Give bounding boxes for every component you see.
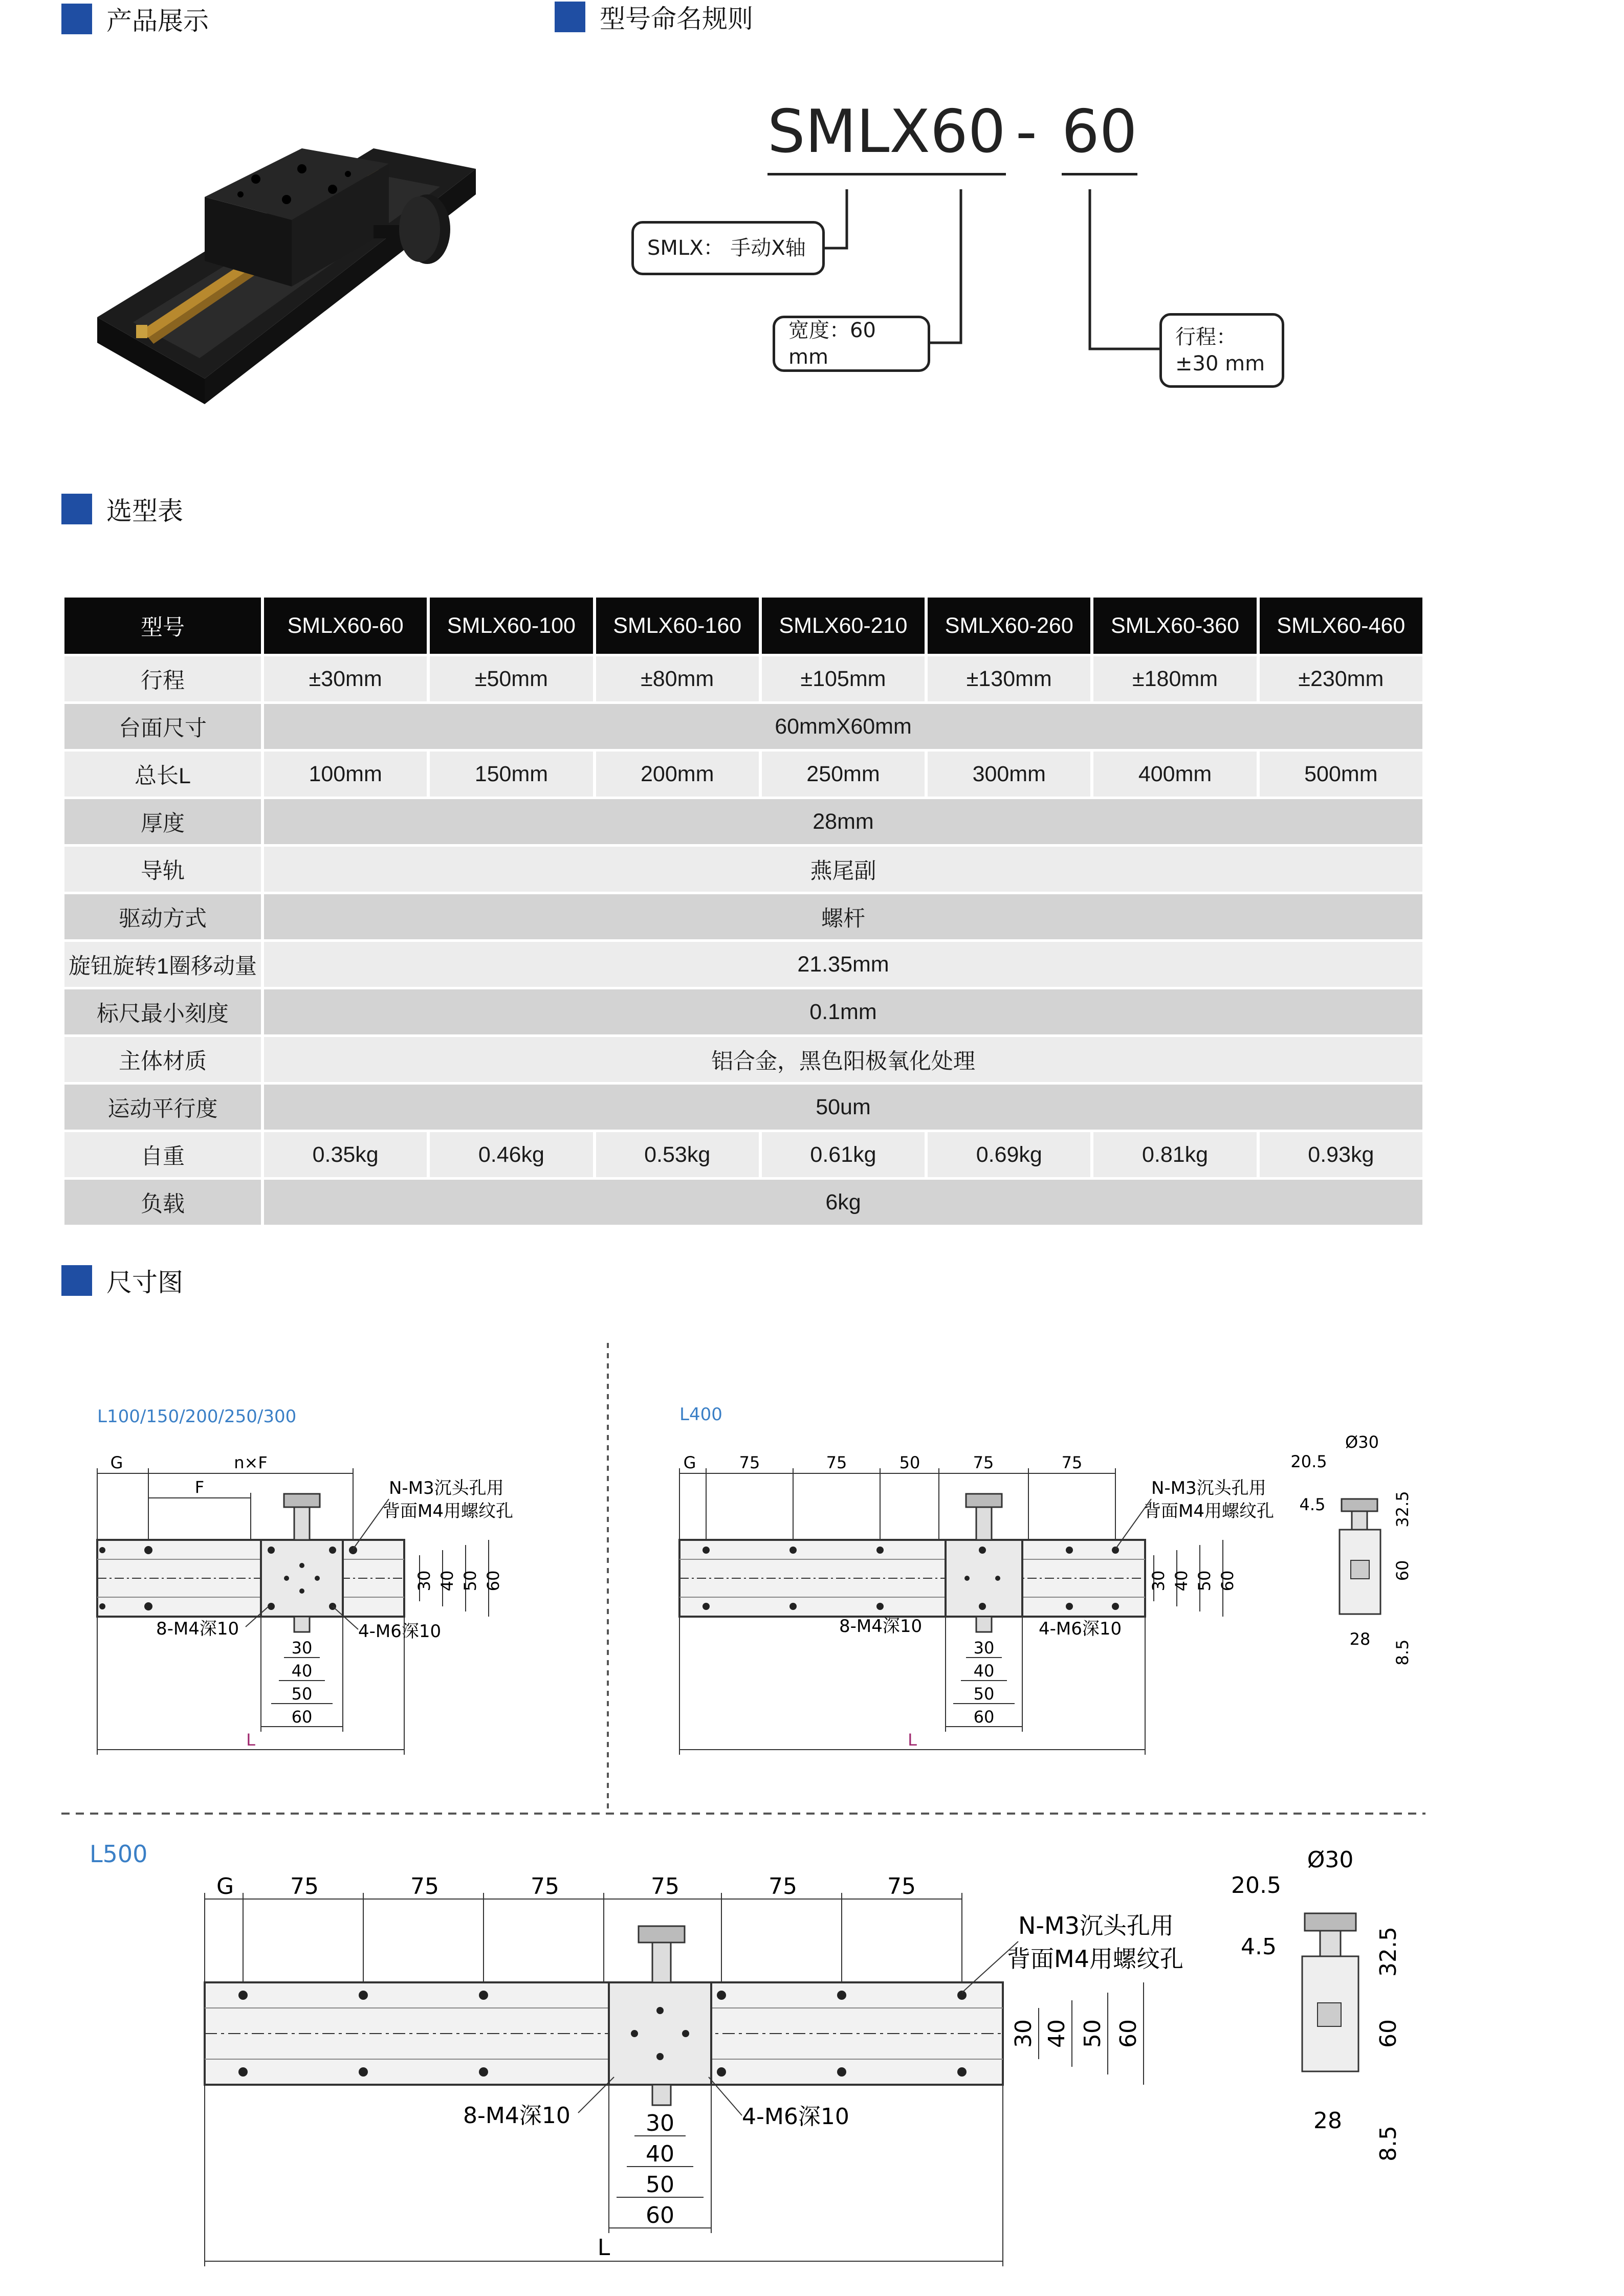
row-label: 行程 xyxy=(64,656,261,701)
drawing-l100-300 xyxy=(97,1406,513,1755)
svg-text:28: 28 xyxy=(1349,1629,1371,1649)
callout-series: SMLX： 手动X轴 xyxy=(631,221,825,275)
table-cell-merged: 28mm xyxy=(264,799,1422,844)
selection-table xyxy=(61,595,1425,1227)
svg-text:G: G xyxy=(683,1453,696,1472)
table-row xyxy=(64,1085,1422,1130)
svg-text:32.5: 32.5 xyxy=(1375,1927,1401,1977)
svg-text:75: 75 xyxy=(739,1453,760,1472)
row-label: 负载 xyxy=(64,1180,261,1225)
svg-text:L: L xyxy=(246,1730,255,1750)
svg-text:75: 75 xyxy=(769,1873,797,1900)
dimension-drawings xyxy=(0,1330,1624,2296)
svg-text:背面M4用螺纹孔: 背面M4用螺纹孔 xyxy=(1007,1945,1183,1973)
table-cell: ±230mm xyxy=(1260,656,1422,701)
row-label: 导轨 xyxy=(64,847,261,892)
svg-text:8.5: 8.5 xyxy=(1375,2126,1401,2161)
table-cell: ±130mm xyxy=(928,656,1090,701)
svg-text:75: 75 xyxy=(887,1873,916,1900)
table-cell-merged: 21.35mm xyxy=(264,942,1422,987)
svg-text:L: L xyxy=(908,1730,917,1750)
svg-text:60: 60 xyxy=(291,1707,313,1727)
svg-text:40: 40 xyxy=(1044,2019,1070,2048)
table-cell: 400mm xyxy=(1093,752,1256,797)
svg-text:4.5: 4.5 xyxy=(1241,1934,1277,1960)
table-row xyxy=(64,942,1422,987)
table-cell-merged: 60mmX60mm xyxy=(264,704,1422,749)
svg-text:40: 40 xyxy=(1172,1570,1191,1592)
svg-text:F: F xyxy=(194,1477,205,1497)
svg-text:30: 30 xyxy=(1011,2019,1037,2048)
svg-text:50: 50 xyxy=(460,1570,480,1592)
table-cell: ±30mm xyxy=(264,656,427,701)
drawing-l400 xyxy=(679,1404,1412,1755)
row-label: 厚度 xyxy=(64,799,261,844)
section-title: 尺寸图 xyxy=(106,1268,183,1297)
table-header-row xyxy=(64,598,1422,654)
section-marker xyxy=(61,494,92,524)
row-label: 驱动方式 xyxy=(64,894,261,939)
svg-text:60: 60 xyxy=(1375,2019,1401,2048)
section-marker xyxy=(61,1265,92,1296)
section-marker xyxy=(555,2,585,32)
table-cell: 150mm xyxy=(430,752,592,797)
table-row xyxy=(64,656,1422,701)
row-label: 台面尺寸 xyxy=(64,704,261,749)
table-row xyxy=(64,752,1422,797)
svg-text:G: G xyxy=(216,1873,234,1900)
svg-text:60: 60 xyxy=(1115,2019,1142,2048)
svg-text:N-M3沉头孔用: N-M3沉头孔用 xyxy=(389,1478,504,1498)
svg-text:75: 75 xyxy=(410,1873,439,1900)
table-cell-merged: 6kg xyxy=(264,1180,1422,1225)
table-cell: 0.69kg xyxy=(928,1132,1090,1177)
svg-text:60: 60 xyxy=(484,1570,503,1592)
svg-text:30: 30 xyxy=(973,1638,995,1658)
svg-text:75: 75 xyxy=(826,1453,847,1472)
svg-text:50: 50 xyxy=(899,1453,920,1472)
table-row xyxy=(64,799,1422,844)
table-row xyxy=(64,894,1422,939)
svg-text:30: 30 xyxy=(1149,1570,1168,1592)
svg-text:60: 60 xyxy=(646,2202,674,2228)
table-cell-merged: 燕尾副 xyxy=(264,847,1422,892)
product-image xyxy=(87,92,496,420)
table-header-cell: SMLX60-460 xyxy=(1260,598,1422,654)
table-row xyxy=(64,1180,1422,1225)
table-header-cell: SMLX60-60 xyxy=(264,598,427,654)
table-cell-merged: 0.1mm xyxy=(264,989,1422,1034)
svg-text:背面M4用螺纹孔: 背面M4用螺纹孔 xyxy=(1144,1501,1274,1521)
svg-text:75: 75 xyxy=(531,1873,559,1900)
table-cell: 0.81kg xyxy=(1093,1132,1256,1177)
section-heading-dimensions xyxy=(61,1264,183,1297)
svg-text:n×F: n×F xyxy=(234,1453,268,1472)
svg-text:L: L xyxy=(597,2235,610,2261)
callout-width: 宽度：60 mm xyxy=(773,316,930,372)
section-title: 型号命名规则 xyxy=(600,5,753,33)
svg-text:50: 50 xyxy=(291,1684,313,1704)
svg-text:40: 40 xyxy=(646,2141,674,2167)
section-title: 产品展示 xyxy=(106,7,209,35)
code-dash: - xyxy=(1016,97,1037,166)
svg-text:Ø30: Ø30 xyxy=(1345,1432,1379,1452)
table-cell: 200mm xyxy=(596,752,759,797)
svg-text:L500: L500 xyxy=(90,1840,148,1868)
table-cell: 500mm xyxy=(1260,752,1422,797)
svg-text:4-M6深10: 4-M6深10 xyxy=(742,2104,849,2130)
svg-text:60: 60 xyxy=(1393,1560,1412,1581)
svg-text:4-M6深10: 4-M6深10 xyxy=(358,1621,442,1642)
table-header-cell: 型号 xyxy=(64,598,261,654)
section-heading-naming xyxy=(555,0,753,34)
row-label: 主体材质 xyxy=(64,1037,261,1082)
section-title: 选型表 xyxy=(106,497,183,525)
callout-stroke: 行程： ±30 mm xyxy=(1159,313,1284,388)
table-cell: ±105mm xyxy=(762,656,925,701)
row-label: 旋钮旋转1圈移动量 xyxy=(64,942,261,987)
table-header-cell: SMLX60-360 xyxy=(1093,598,1256,654)
svg-text:20.5: 20.5 xyxy=(1231,1872,1281,1898)
row-label: 总长L xyxy=(64,752,261,797)
svg-text:75: 75 xyxy=(973,1453,994,1472)
svg-text:20.5: 20.5 xyxy=(1290,1452,1327,1471)
section-heading-product xyxy=(61,2,209,36)
table-cell: ±80mm xyxy=(596,656,759,701)
svg-text:背面M4用螺纹孔: 背面M4用螺纹孔 xyxy=(383,1501,513,1521)
svg-text:75: 75 xyxy=(290,1873,319,1900)
row-label: 运动平行度 xyxy=(64,1085,261,1130)
table-cell: ±180mm xyxy=(1093,656,1256,701)
row-label: 自重 xyxy=(64,1132,261,1177)
table-header-cell: SMLX60-260 xyxy=(928,598,1090,654)
svg-text:40: 40 xyxy=(437,1570,457,1592)
table-header-cell: SMLX60-210 xyxy=(762,598,925,654)
svg-text:4-M6深10: 4-M6深10 xyxy=(1039,1619,1122,1639)
table-row xyxy=(64,704,1422,749)
code-width: 60 xyxy=(930,97,1006,166)
svg-text:30: 30 xyxy=(646,2110,674,2136)
table-header-cell: SMLX60-160 xyxy=(596,598,759,654)
table-row xyxy=(64,989,1422,1034)
table-cell: 300mm xyxy=(928,752,1090,797)
svg-text:8-M4深10: 8-M4深10 xyxy=(839,1616,923,1637)
svg-text:50: 50 xyxy=(973,1684,995,1704)
svg-text:L400: L400 xyxy=(679,1404,722,1425)
table-cell-merged: 螺杆 xyxy=(264,894,1422,939)
drawing-title: L100/150/200/250/300 xyxy=(97,1406,297,1427)
svg-text:40: 40 xyxy=(291,1661,313,1681)
svg-text:75: 75 xyxy=(1061,1453,1083,1472)
table-cell: 0.46kg xyxy=(430,1132,592,1177)
table-cell: 0.35kg xyxy=(264,1132,427,1177)
table-header-cell: SMLX60-100 xyxy=(430,598,592,654)
svg-text:50: 50 xyxy=(646,2172,674,2198)
svg-text:40: 40 xyxy=(973,1661,995,1681)
table-cell-merged: 铝合金，黑色阳极氧化处理 xyxy=(264,1037,1422,1082)
code-stroke: 60 xyxy=(1062,97,1137,166)
section-heading-selection xyxy=(61,492,183,526)
svg-text:Ø30: Ø30 xyxy=(1307,1847,1354,1873)
table-cell: ±50mm xyxy=(430,656,592,701)
svg-text:28: 28 xyxy=(1313,2108,1342,2134)
svg-text:8-M4深10: 8-M4深10 xyxy=(156,1619,239,1639)
svg-text:60: 60 xyxy=(973,1707,995,1727)
code-series: SMLX xyxy=(767,97,930,166)
table-row xyxy=(64,1037,1422,1082)
table-cell: 0.53kg xyxy=(596,1132,759,1177)
row-label: 标尺最小刻度 xyxy=(64,989,261,1034)
svg-text:32.5: 32.5 xyxy=(1393,1491,1412,1528)
svg-text:60: 60 xyxy=(1218,1570,1237,1592)
table-cell-merged: 50um xyxy=(264,1085,1422,1130)
drawing-l500 xyxy=(90,1840,1401,2266)
table-cell: 0.61kg xyxy=(762,1132,925,1177)
svg-text:N-M3沉头孔用: N-M3沉头孔用 xyxy=(1018,1912,1174,1939)
svg-text:4.5: 4.5 xyxy=(1299,1495,1326,1514)
svg-text:50: 50 xyxy=(1195,1570,1214,1592)
svg-text:8-M4深10: 8-M4深10 xyxy=(463,2103,570,2129)
svg-text:N-M3沉头孔用: N-M3沉头孔用 xyxy=(1151,1478,1266,1498)
svg-text:75: 75 xyxy=(651,1873,679,1900)
table-cell: 100mm xyxy=(264,752,427,797)
svg-text:8.5: 8.5 xyxy=(1393,1639,1412,1666)
table-row xyxy=(64,1132,1422,1177)
svg-text:G: G xyxy=(110,1453,123,1472)
table-row xyxy=(64,847,1422,892)
table-cell: 250mm xyxy=(762,752,925,797)
table-cell: 0.93kg xyxy=(1260,1132,1422,1177)
svg-text:50: 50 xyxy=(1080,2019,1106,2048)
svg-text:30: 30 xyxy=(414,1570,434,1592)
svg-text:30: 30 xyxy=(291,1638,313,1658)
section-marker xyxy=(61,4,92,34)
